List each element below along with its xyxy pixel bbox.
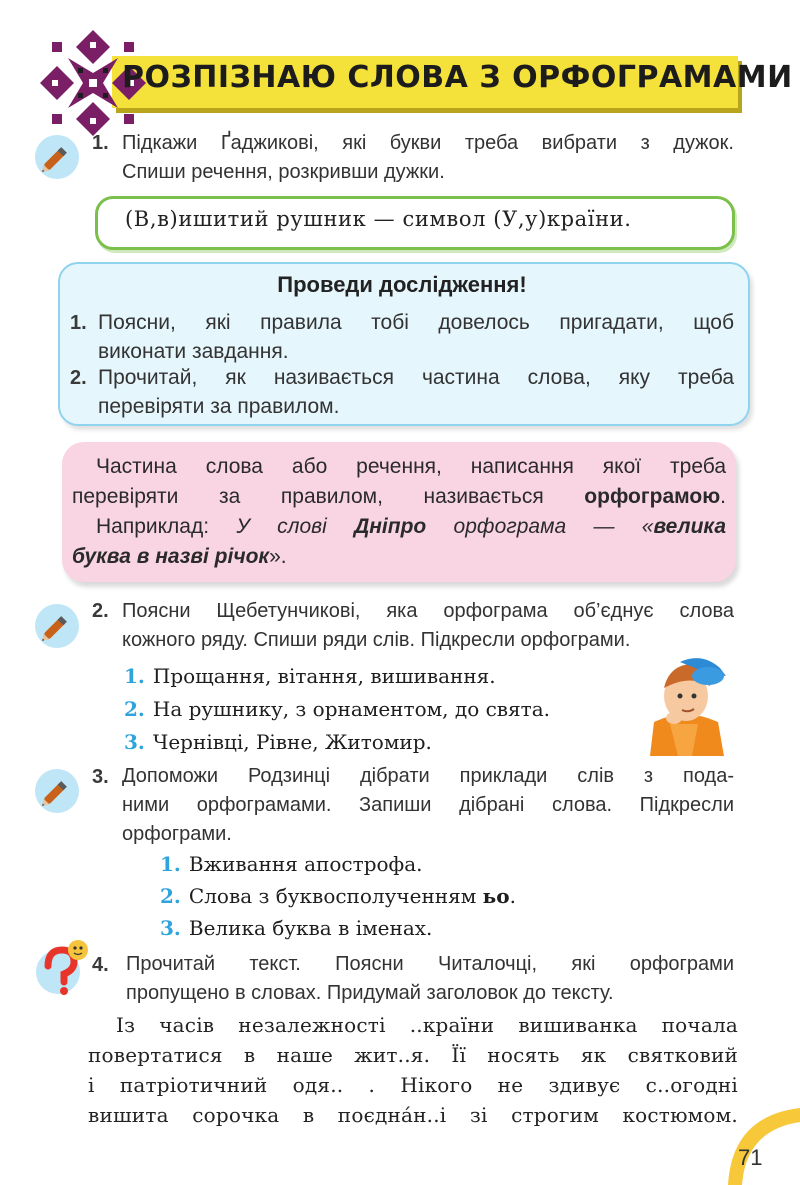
rule-line: перевіряти за правилом, називається орфограмою. (72, 485, 726, 508)
task-number: 1. (92, 132, 109, 154)
rule-term: орфограмою (584, 485, 721, 508)
research-item (98, 308, 734, 366)
word-row: 3. Чернівці, Рівне, Житомир. (124, 730, 432, 754)
task1-sentence: (В,в)ишитий рушник — символ (У,у)країни. (125, 207, 632, 231)
research-item-number: 2. (70, 367, 87, 389)
task1-line: Спиши речення, розкривши дужки. (122, 161, 445, 183)
orthogram-row: 3. Велика буква в іменах. (160, 916, 433, 940)
reading-line: Із часів незалежності ..країни вишиванка почала (116, 1013, 738, 1037)
task4-line: пропущено в словах. Придумай заголовок до тексту. (126, 982, 614, 1004)
reading-line: повертатися в наше жит..я. Її носять як святковий (88, 1043, 738, 1067)
research-line: Прочитай, як називається частина слова, яку треба (98, 366, 734, 389)
boy-illustration (640, 652, 730, 756)
page-title: РОЗПІЗНАЮ СЛОВА З ОРФОГРАМАМИ (122, 60, 793, 95)
pen-icon (34, 134, 80, 180)
task3-line: Допоможи Родзинці дібрати приклади слів з пода- (122, 765, 734, 787)
task3-line: орфограми. (122, 823, 232, 845)
question-icon (34, 936, 90, 998)
reading-text (88, 1010, 738, 1130)
rule-example-line: Наприклад: У слові Дніпро орфограма — «велика (96, 515, 727, 538)
pen-icon (34, 768, 80, 814)
research-line: виконати завдання. (98, 340, 289, 363)
task4-line: Прочитай текст. Поясни Читалочці, які орфограми (126, 953, 734, 975)
word-row: 2. На рушнику, з орнаментом, до свята. (124, 697, 551, 721)
research-line: Поясни, які правила тобі довелось пригадати, щоб (98, 311, 734, 334)
rule-text (72, 452, 726, 572)
task4-instruction (126, 950, 734, 1008)
task2-line: Поясни Щебетунчикові, яка орфограма об’єднує слова (122, 600, 734, 622)
word-row: 1. Прощання, вітання, вишивання. (124, 664, 496, 688)
task-number: 4. (92, 954, 109, 976)
task-number: 3. (92, 766, 109, 788)
task1-line: Підкажи Ґаджикові, які букви треба вибрати з дужок. (122, 132, 734, 154)
task3-line: ними орфограмами. Запиши дібрані слова. Підкресли (122, 794, 734, 816)
task2-line: кожного ряду. Спиши ряди слів. Підкресли орфограми. (122, 629, 631, 651)
research-item (98, 363, 734, 421)
research-item-number: 1. (70, 312, 87, 334)
page-number: 71 (738, 1145, 763, 1170)
pen-icon (34, 603, 80, 649)
rule-line: Частина слова або речення, написання якої треба (96, 455, 726, 478)
task3-instruction (122, 762, 734, 849)
task1-instruction (122, 129, 734, 187)
research-title: Проведи дослідження! (277, 272, 527, 297)
reading-line: вишита сорочка в поєдна́н..і зі строгим костюмом. (88, 1103, 738, 1127)
task-number: 2. (92, 600, 109, 622)
research-line: перевіряти за правилом. (98, 395, 340, 418)
reading-line: і патріотичний одя.. . Нікого не здивує с..огодні (88, 1073, 738, 1097)
rule-example-line: буква в назві річок». (72, 545, 287, 568)
orthogram-row: 1. Вживання апострофа. (160, 852, 423, 876)
task2-instruction (122, 597, 734, 655)
orthogram-row: 2. Слова з буквосполученням ьо. (160, 884, 516, 908)
